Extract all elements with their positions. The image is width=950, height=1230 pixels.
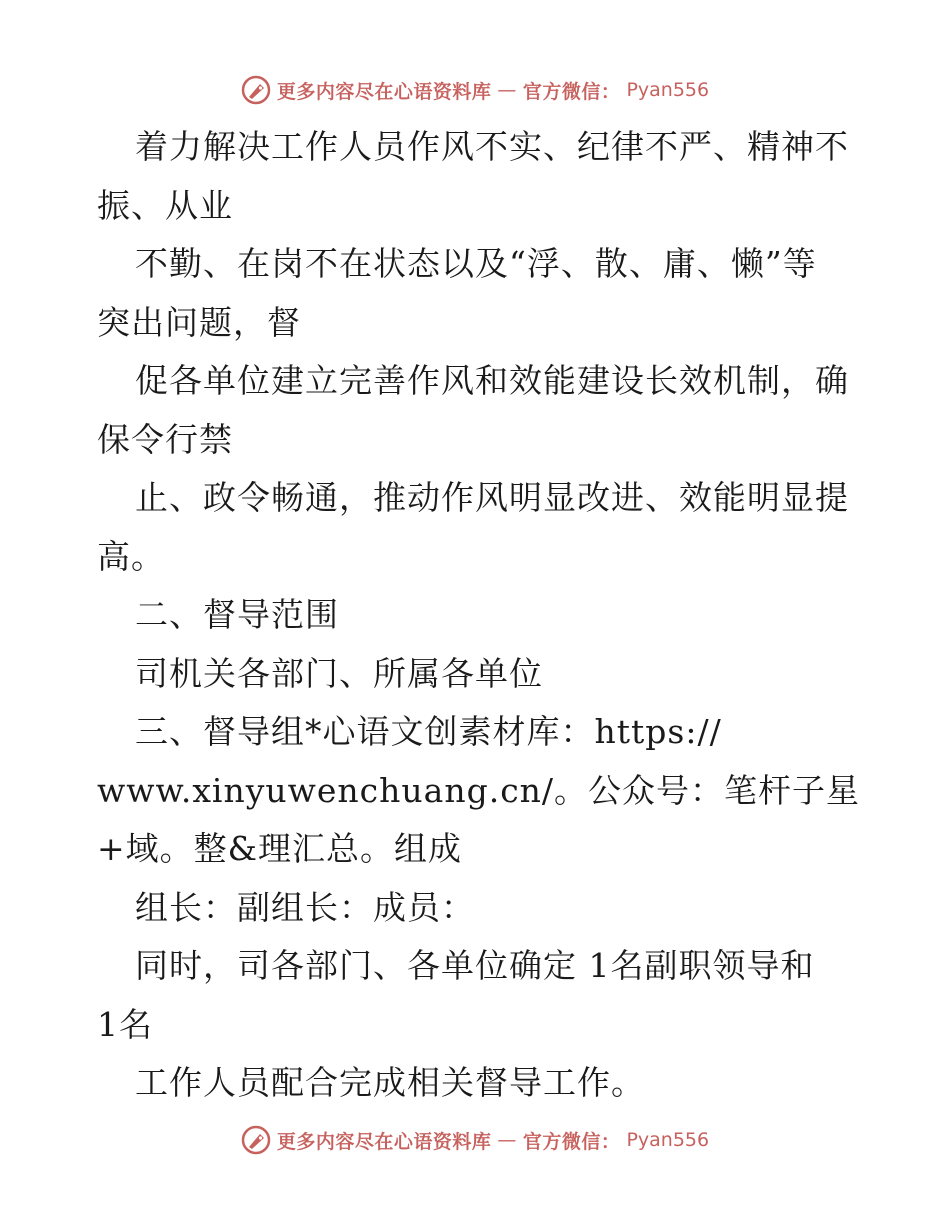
paragraph-line: 着力解决工作人员作风不实、纪律不严、精神不: [135, 127, 849, 166]
watermark-banner-top: [0, 70, 950, 110]
paragraph-line: www.xinyuwenchuang.cn/。公众号：笔杆子星: [97, 770, 861, 810]
paragraph-line: 保令行禁: [97, 419, 233, 459]
document-body: [97, 118, 861, 1113]
watermark-account: Pyan556: [626, 1129, 710, 1151]
watermark-wechat-label: 官方微信：: [522, 80, 621, 103]
paragraph-line: 组长：副组长：成员：: [135, 887, 475, 927]
watermark-separator: —: [497, 79, 517, 101]
pen-nib-logo-icon: [241, 75, 271, 105]
paragraph-line: 1名: [97, 1004, 153, 1044]
paragraph-line: 突出问题，督: [97, 302, 301, 342]
paragraph-line: 振、从业: [97, 185, 233, 225]
watermark-text: 更多内容尽在心语资料库: [276, 1130, 492, 1153]
watermark-banner-bottom: [0, 1120, 950, 1160]
paragraph-line: 同时，司各部门、各单位确定 1名副职领导和: [135, 946, 815, 985]
watermark-account: Pyan556: [626, 79, 710, 101]
paragraph-line: 工作人员配合完成相关督导工作。: [135, 1063, 645, 1102]
section-heading: 三、督导组*心语文创素材库：https://: [135, 712, 722, 751]
watermark-separator: —: [497, 1129, 517, 1151]
paragraph-line: 促各单位建立完善作风和效能建设长效机制，确: [135, 361, 849, 400]
watermark-wechat-label: 官方微信：: [522, 1130, 621, 1153]
paragraph-line: 司机关各部门、所属各单位: [135, 653, 543, 693]
watermark-text: 更多内容尽在心语资料库: [276, 80, 492, 103]
paragraph-line: 高。: [97, 536, 165, 576]
paragraph-line: 不勤、在岗不在状态以及“浮、散、庸、懒”等: [135, 244, 817, 283]
paragraph-line: 止、政令畅通，推动作风明显改进、效能明显提: [135, 478, 849, 517]
section-heading: 二、督导范围: [135, 595, 339, 634]
pen-nib-logo-icon: [241, 1125, 271, 1155]
paragraph-line: +域。整&理汇总。组成: [97, 829, 463, 868]
